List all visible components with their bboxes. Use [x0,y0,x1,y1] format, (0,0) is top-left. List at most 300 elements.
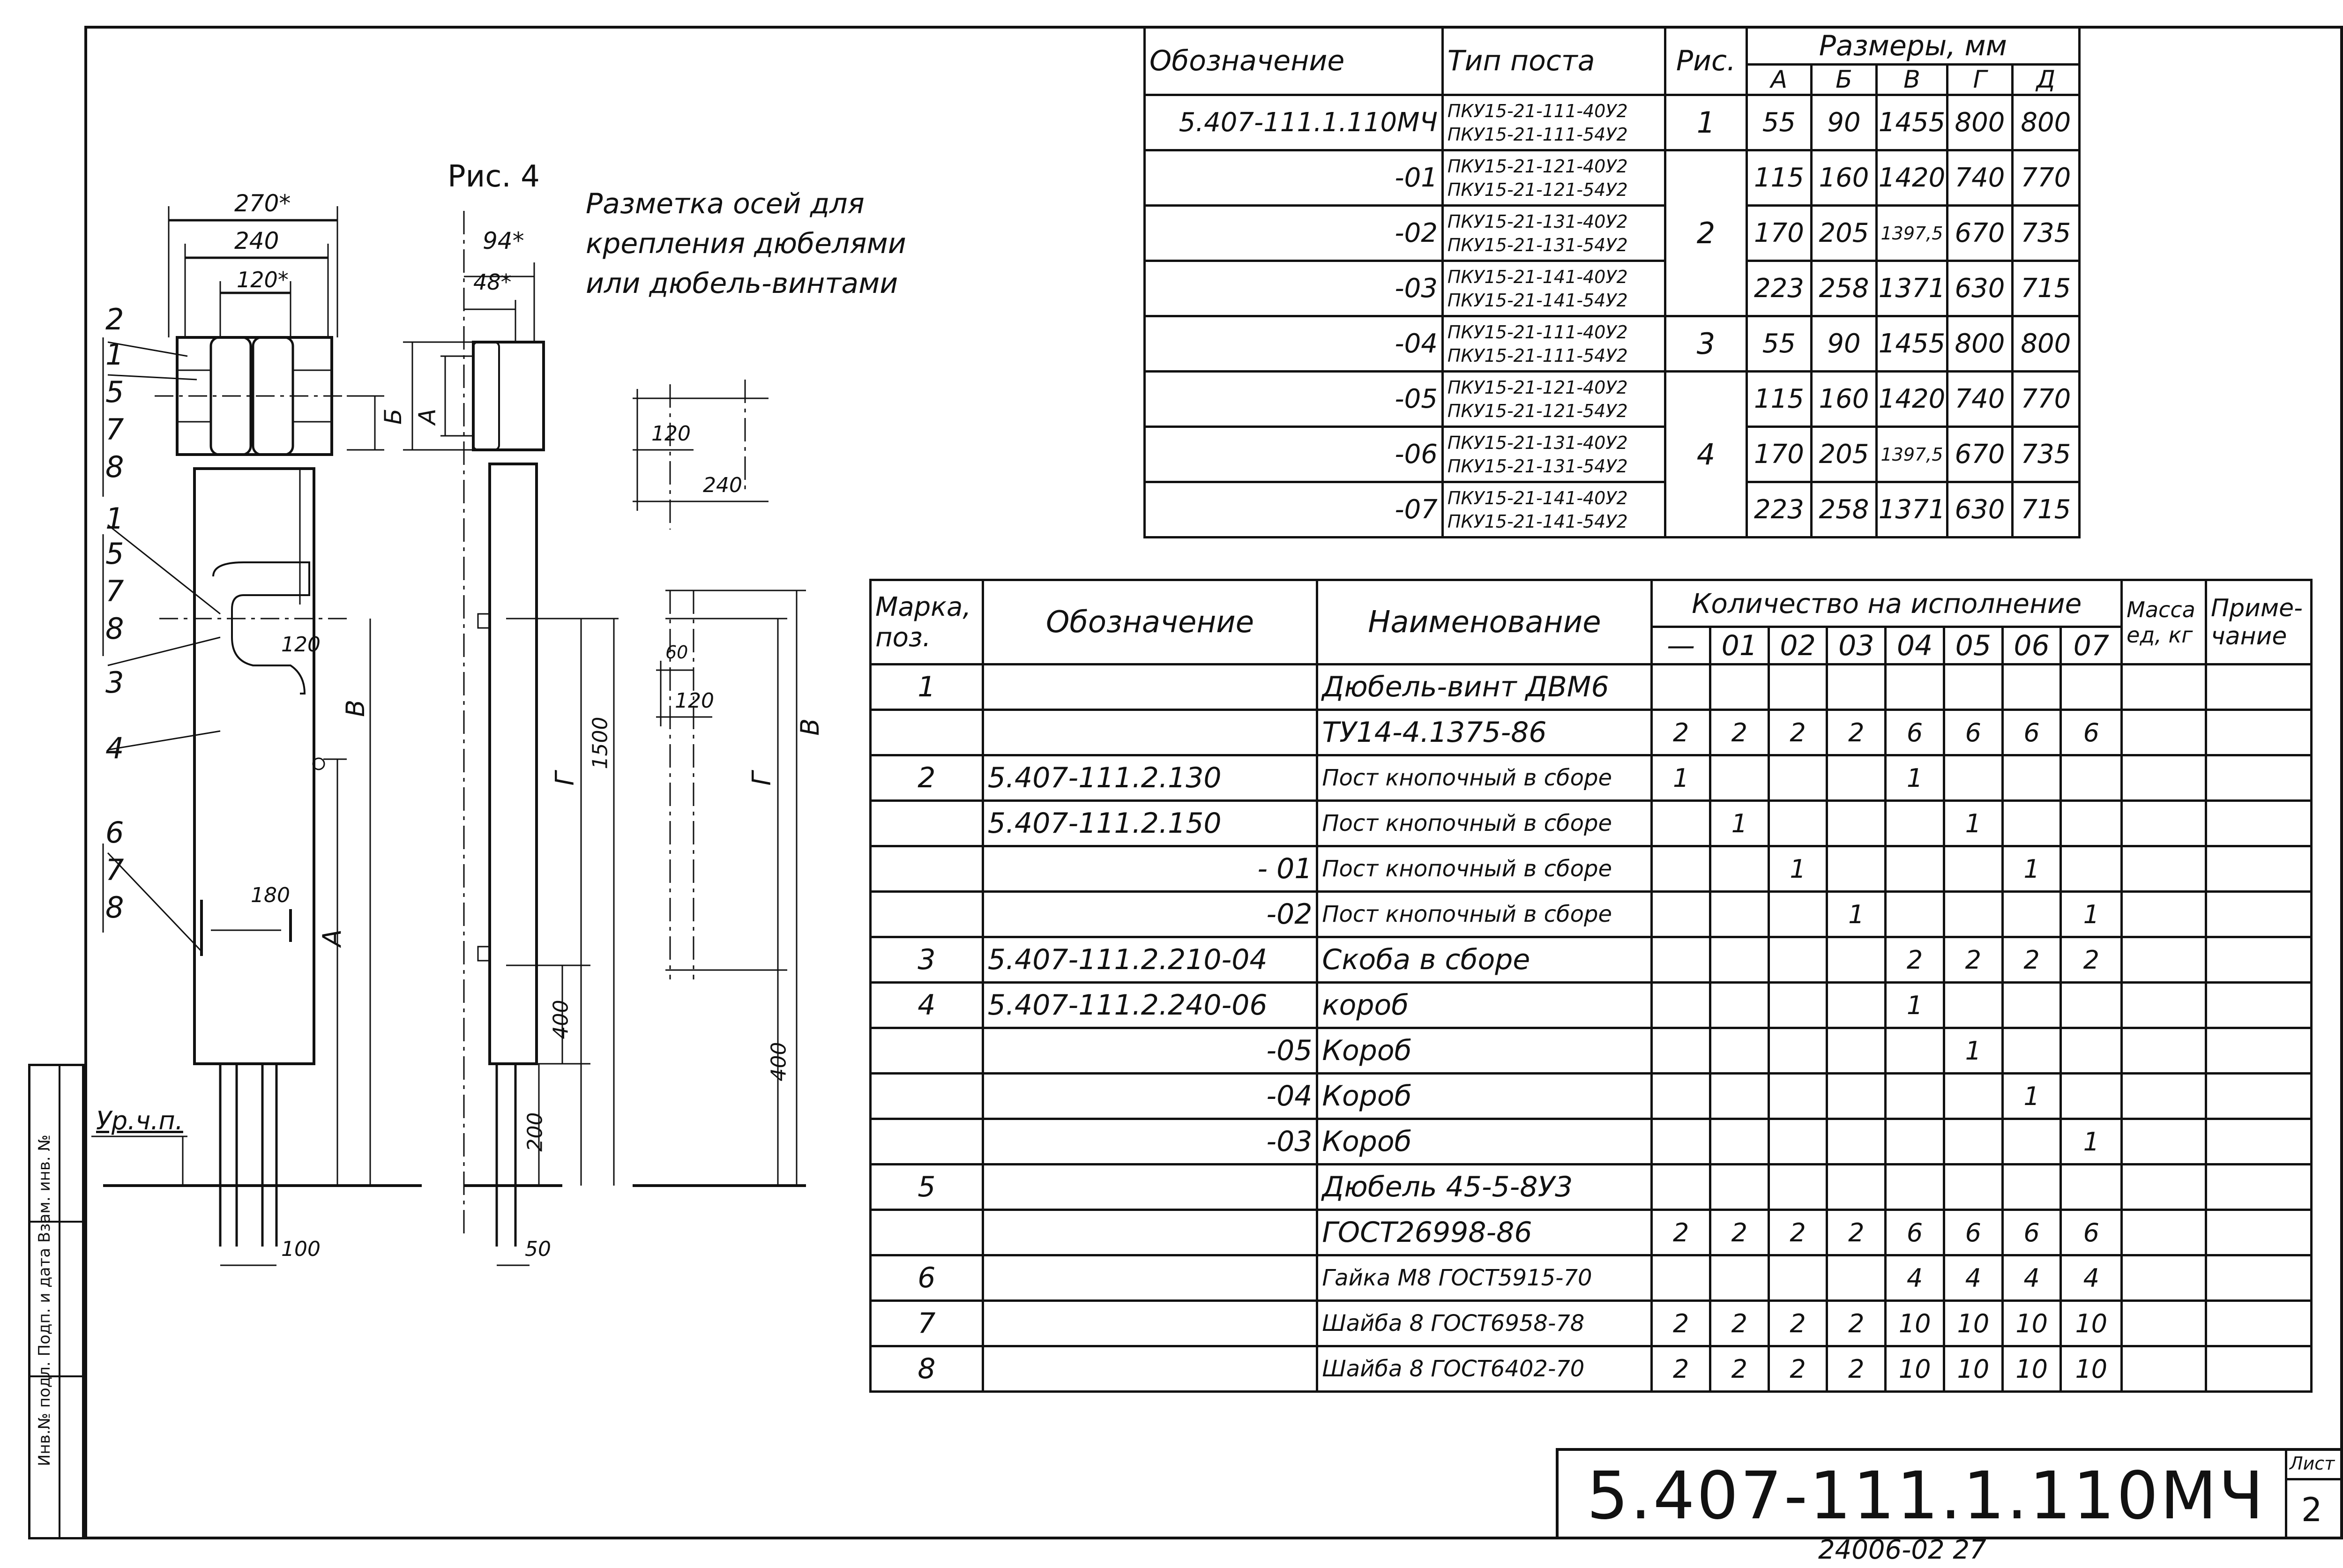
spec-cell-qty [1886,1074,1944,1119]
dim-axes-label-g: Г [746,771,776,786]
post-type-line: ПКУ15-21-111-54У2 [1447,124,1628,145]
spec-cell-qty [2061,983,2122,1028]
spec-cell-designation: -02 [983,892,1317,937]
spec-cell-qty: 2 [1768,1210,1827,1255]
spec-cell-qty: 2 [1827,1346,1886,1392]
spec-cell-mark [871,1119,983,1165]
spec-cell-qty [2002,665,2061,710]
pos-leader-5: 5 [105,375,124,409]
dim-180: 180 [251,883,290,907]
size-cell-value: 1455 [1876,95,1948,150]
pos-leader-4: 4 [105,731,124,765]
spec-cell-qty [1944,983,2002,1028]
size-cell-value: 223 [1746,482,1812,538]
spec-cell-mark [871,1028,983,1074]
spec-cell-qty: 1 [1827,892,1886,937]
spec-cell-qty [1710,665,1768,710]
spec-cell-mark [871,1210,983,1255]
spec-cell-qty [1652,983,1710,1028]
size-table-row [1145,372,2080,427]
spec-cell-qty [1886,1119,1944,1165]
spec-cell-mark: 6 [871,1255,983,1301]
spec-cell-qty [1827,1028,1886,1074]
spec-cell-note [2206,937,2312,983]
dim-label-g-side: Г [550,771,580,786]
spec-cell-qty: 2 [1827,710,1886,755]
spec-cell-designation: - 01 [983,846,1317,892]
size-cell-value: 55 [1746,95,1812,150]
size-cell-fig: 2 [1665,150,1746,316]
spec-cell-qty [1768,1028,1827,1074]
spec-cell-qty [1768,801,1827,846]
spec-cell-qty: 10 [1886,1346,1944,1392]
spec-cell-name: Пост кнопочный в сборе [1317,846,1652,892]
dim-label-a-top: А [414,408,441,425]
spec-table-row [871,1165,2312,1210]
spec-cell-note [2206,846,2312,892]
spec-cell-name: Скоба в сборе [1317,937,1652,983]
spec-cell-name: Шайба 8 ГОСТ6958-78 [1317,1301,1652,1346]
spec-cell-qty [1827,1119,1886,1165]
size-cell-value: 205 [1812,427,1877,482]
spec-cell-qty: 1 [2002,846,2061,892]
size-table-row [1145,427,2080,482]
spec-cell-name: Дюбель-винт ДВМ6 [1317,665,1652,710]
dim-axes-120b: 120 [675,689,714,713]
spec-cell-mark [871,1074,983,1119]
size-cell-designation: -05 [1145,372,1443,427]
spec-th-qty-col: 05 [1944,627,2002,665]
size-cell-value: 1420 [1876,372,1948,427]
size-cell-value: 1371 [1876,482,1948,538]
note-line-2: крепления дюбелями [586,227,906,260]
post-type-line: ПКУ15-21-121-54У2 [1447,179,1628,200]
size-cell-fig: 4 [1665,372,1746,538]
spec-cell-qty [1886,1165,1944,1210]
spec-cell-qty [2002,1119,2061,1165]
dim-label-v: В [341,699,371,717]
spec-cell-qty [1886,801,1944,846]
size-cell-value: 170 [1746,427,1812,482]
spec-cell-mass [2122,846,2206,892]
spec-table-row [871,1346,2312,1392]
size-cell-post-type [1442,95,1665,150]
note-line-3: или дюбель-винтами [586,267,898,300]
spec-cell-qty: 2 [1827,1301,1886,1346]
spec-cell-qty [1768,983,1827,1028]
spec-cell-name: Пост кнопочный в сборе [1317,801,1652,846]
size-cell-value: 770 [2012,372,2079,427]
spec-cell-note [2206,1028,2312,1074]
spec-cell-qty [2061,801,2122,846]
size-cell-designation: -06 [1145,427,1443,482]
spec-th-qty-col: — [1652,627,1710,665]
spec-cell-qty [1827,983,1886,1028]
spec-cell-qty: 4 [2061,1255,2122,1301]
post-type-line: ПКУ15-21-141-40У2 [1447,487,1628,508]
spec-table-row [871,755,2312,801]
spec-cell-qty [1710,1255,1768,1301]
pos-leader-5b: 5 [105,537,124,571]
size-cell-fig: 1 [1665,95,1746,150]
size-cell-value: 170 [1746,206,1812,261]
spec-cell-qty: 10 [2061,1346,2122,1392]
dim-axes-240: 240 [703,473,742,497]
size-cell-post-type [1442,261,1665,316]
spec-cell-qty: 2 [1710,1301,1768,1346]
spec-cell-qty [1710,755,1768,801]
dim-200: 200 [523,1112,547,1152]
spec-cell-qty [1886,665,1944,710]
spec-cell-qty [1944,1074,2002,1119]
size-th-col: Д [2012,65,2079,95]
size-cell-value: 670 [1948,206,2013,261]
size-cell-designation: -03 [1145,261,1443,316]
spec-cell-qty [2002,755,2061,801]
spec-cell-qty [1768,665,1827,710]
spec-cell-qty [1652,1255,1710,1301]
spec-cell-designation [983,1346,1317,1392]
spec-cell-qty [1827,801,1886,846]
spec-cell-qty: 1 [1944,801,2002,846]
dim-240: 240 [234,227,279,254]
spec-cell-qty: 1 [1768,846,1827,892]
spec-table-row [871,937,2312,983]
spec-cell-qty: 1 [1886,983,1944,1028]
spec-cell-name: Пост кнопочный в сборе [1317,755,1652,801]
side-stamp-text: Инв.№ подл. Подп. и дата Взам. инв. № [35,1135,54,1466]
post-type-line: ПКУ15-21-111-54У2 [1447,345,1628,366]
spec-cell-qty: 2 [1652,1346,1710,1392]
spec-cell-qty: 10 [1944,1346,2002,1392]
spec-cell-qty: 2 [1710,710,1768,755]
size-cell-post-type [1442,482,1665,538]
spec-cell-mass [2122,801,2206,846]
spec-cell-qty [2061,665,2122,710]
size-cell-designation: -07 [1145,482,1443,538]
spec-th-qty-col: 06 [2002,627,2061,665]
spec-cell-qty: 2 [1652,1301,1710,1346]
size-table-row [1145,95,2080,150]
dim-120-star: 120* [237,267,289,292]
spec-cell-name: ТУ14-4.1375-86 [1317,710,1652,755]
pos-leader-8b: 8 [105,612,124,646]
archive-number: 24006-02 27 [1818,1535,1986,1565]
spec-cell-qty: 1 [2061,1119,2122,1165]
spec-th-qty-col: 02 [1768,627,1827,665]
spec-table [869,579,2313,1393]
spec-cell-qty: 2 [1710,1346,1768,1392]
dim-label-a: А [317,929,347,947]
spec-table-row [871,983,2312,1028]
spec-cell-qty [2061,846,2122,892]
size-cell-post-type [1442,427,1665,482]
spec-cell-qty: 10 [1886,1301,1944,1346]
size-cell-value: 115 [1746,150,1812,206]
dim-270: 270* [234,190,291,217]
spec-cell-qty [2061,1165,2122,1210]
size-cell-value: 740 [1948,372,2013,427]
spec-table-row [871,846,2312,892]
spec-cell-qty [1710,846,1768,892]
spec-cell-qty [2002,1165,2061,1210]
size-cell-value: 115 [1746,372,1812,427]
size-cell-value: 800 [1948,95,2013,150]
spec-cell-designation: 5.407-111.2.130 [983,755,1317,801]
spec-th-qty: Количество на исполнение [1652,580,2122,627]
post-type-line: ПКУ15-21-131-54У2 [1447,234,1628,255]
pos-leader-3: 3 [105,665,124,700]
spec-cell-qty [1768,1119,1827,1165]
dim-120-front: 120 [281,633,321,657]
dim-label-b: Б [380,408,407,425]
spec-cell-mark: 2 [871,755,983,801]
spec-cell-qty [1768,1165,1827,1210]
size-cell-fig: 3 [1665,316,1746,372]
spec-cell-qty: 6 [1886,710,1944,755]
spec-cell-mass [2122,937,2206,983]
spec-cell-note [2206,1346,2312,1392]
spec-cell-mark: 5 [871,1165,983,1210]
size-cell-designation: -01 [1145,150,1443,206]
spec-cell-note [2206,755,2312,801]
spec-th-mass: Масса ед, кг [2122,580,2206,665]
spec-cell-qty [2061,755,2122,801]
size-cell-designation: 5.407-111.1.110МЧ [1145,95,1443,150]
spec-cell-note [2206,710,2312,755]
post-type-line: ПКУ15-21-141-54У2 [1447,290,1628,311]
spec-cell-mark: 1 [871,665,983,710]
size-table-row [1145,316,2080,372]
spec-cell-designation: -05 [983,1028,1317,1074]
spec-cell-designation: 5.407-111.2.210-04 [983,937,1317,983]
dim-axes-400: 400 [767,1042,791,1082]
post-type-line: ПКУ15-21-111-40У2 [1447,100,1628,121]
size-cell-value: 55 [1746,316,1812,372]
post-type-line: ПКУ15-21-111-40У2 [1447,321,1628,343]
size-cell-value: 160 [1812,372,1877,427]
size-th-col: Г [1948,65,2013,95]
size-th-post-type: Тип поста [1442,27,1665,95]
size-cell-value: 630 [1948,482,2013,538]
size-table [1143,26,2081,538]
pos-leader-2: 2 [105,302,124,336]
spec-cell-mark [871,846,983,892]
spec-cell-qty [1768,755,1827,801]
spec-cell-qty: 6 [2002,710,2061,755]
spec-cell-qty [1652,937,1710,983]
spec-cell-name: Дюбель 45-5-8У3 [1317,1165,1652,1210]
spec-cell-qty: 1 [1652,755,1710,801]
spec-cell-qty: 2 [1768,1346,1827,1392]
spec-cell-note [2206,665,2312,710]
spec-cell-qty [1827,1255,1886,1301]
spec-cell-qty [1886,846,1944,892]
spec-cell-qty: 6 [2002,1210,2061,1255]
spec-cell-mass [2122,1255,2206,1301]
spec-cell-qty [2002,983,2061,1028]
spec-cell-mass [2122,1165,2206,1210]
spec-cell-designation: 5.407-111.2.150 [983,801,1317,846]
spec-cell-qty: 1 [2061,892,2122,937]
size-cell-value: 715 [2012,261,2079,316]
size-cell-value: 800 [2012,95,2079,150]
size-cell-value: 735 [2012,427,2079,482]
pos-leader-1: 1 [105,337,124,372]
spec-cell-note [2206,1119,2312,1165]
post-type-line: ПКУ15-21-131-40У2 [1447,211,1628,232]
spec-cell-qty: 1 [1944,1028,2002,1074]
dim-1500: 1500 [588,717,612,769]
post-type-line: ПКУ15-21-121-40У2 [1447,377,1628,398]
post-type-line: ПКУ15-21-141-54У2 [1447,511,1628,532]
spec-table-row [871,1028,2312,1074]
spec-cell-mass [2122,1074,2206,1119]
pos-leader-8c: 8 [105,890,124,925]
spec-cell-designation: -04 [983,1074,1317,1119]
size-cell-value: 258 [1812,482,1877,538]
size-cell-value: 630 [1948,261,2013,316]
spec-cell-qty [1768,1255,1827,1301]
pos-leader-7c: 7 [105,853,124,887]
dim-100: 100 [281,1237,321,1261]
spec-cell-qty [1944,665,2002,710]
dim-400-side: 400 [549,1000,573,1039]
size-cell-post-type [1442,206,1665,261]
spec-cell-mass [2122,892,2206,937]
size-cell-value: 715 [2012,482,2079,538]
post-type-line: ПКУ15-21-121-40У2 [1447,156,1628,177]
spec-cell-note [2206,801,2312,846]
spec-cell-qty: 4 [1886,1255,1944,1301]
spec-cell-designation [983,665,1317,710]
spec-cell-qty [1710,1028,1768,1074]
spec-cell-qty [1652,1165,1710,1210]
post-type-line: ПКУ15-21-131-54У2 [1447,455,1628,477]
spec-cell-qty: 2 [1827,1210,1886,1255]
spec-cell-qty: 4 [1944,1255,2002,1301]
spec-cell-qty [1886,1028,1944,1074]
spec-cell-qty [2002,801,2061,846]
floor-label: Ур.ч.п. [96,1106,183,1135]
spec-cell-qty: 2 [2002,937,2061,983]
spec-cell-mark: 8 [871,1346,983,1392]
spec-cell-qty: 2 [1944,937,2002,983]
spec-th-name: Наименование [1317,580,1652,665]
size-th-col: Б [1812,65,1877,95]
size-cell-designation: -04 [1145,316,1443,372]
spec-table-row [871,892,2312,937]
size-cell-value: 1420 [1876,150,1948,206]
post-type-line: ПКУ15-21-121-54У2 [1447,400,1628,421]
spec-cell-note [2206,1074,2312,1119]
size-cell-value: 800 [1948,316,2013,372]
spec-cell-qty: 10 [2002,1346,2061,1392]
size-table-row [1145,261,2080,316]
spec-cell-qty [1944,755,2002,801]
size-table-row [1145,150,2080,206]
spec-cell-mark: 4 [871,983,983,1028]
dim-50: 50 [525,1237,551,1261]
spec-cell-qty: 2 [1652,1210,1710,1255]
spec-cell-note [2206,1255,2312,1301]
spec-cell-name: Пост кнопочный в сборе [1317,892,1652,937]
size-cell-post-type [1442,150,1665,206]
spec-cell-mass [2122,1346,2206,1392]
spec-cell-qty [1652,1119,1710,1165]
size-th-designation: Обозначение [1145,27,1443,95]
spec-cell-qty [1827,846,1886,892]
spec-cell-mass [2122,665,2206,710]
spec-cell-designation: -03 [983,1119,1317,1165]
spec-th-qty-col: 03 [1827,627,1886,665]
spec-cell-qty [1944,1165,2002,1210]
spec-cell-qty [2061,1028,2122,1074]
size-cell-value: 90 [1812,316,1877,372]
size-cell-value: 770 [2012,150,2079,206]
post-type-line: ПКУ15-21-131-40У2 [1447,432,1628,453]
size-cell-value: 160 [1812,150,1877,206]
spec-cell-qty [1768,892,1827,937]
spec-cell-mark [871,710,983,755]
size-cell-value: 205 [1812,206,1877,261]
spec-cell-qty: 2 [1710,1210,1768,1255]
spec-cell-qty [1652,801,1710,846]
spec-cell-name: Короб [1317,1074,1652,1119]
size-cell-value: 1397,5 [1876,206,1948,261]
spec-cell-mass [2122,710,2206,755]
spec-cell-mass [2122,1028,2206,1074]
pos-leader-8: 8 [105,450,124,484]
spec-cell-qty [1944,846,2002,892]
spec-cell-name: Гайка М8 ГОСТ5915-70 [1317,1255,1652,1301]
spec-cell-qty [1827,665,1886,710]
size-cell-value: 1371 [1876,261,1948,316]
spec-cell-mass [2122,1119,2206,1165]
spec-cell-designation [983,1255,1317,1301]
spec-cell-qty: 1 [2002,1074,2061,1119]
spec-cell-qty: 6 [2061,710,2122,755]
note-line-1: Разметка осей для [586,187,865,220]
spec-cell-qty [2002,892,2061,937]
spec-cell-qty [1827,755,1886,801]
spec-cell-qty: 4 [2002,1255,2061,1301]
spec-cell-qty: 10 [2002,1301,2061,1346]
spec-th-qty-col: 04 [1886,627,1944,665]
spec-table-row [871,710,2312,755]
spec-cell-designation [983,1165,1317,1210]
spec-cell-qty: 6 [1944,1210,2002,1255]
spec-table-row [871,1119,2312,1165]
dim-axes-120: 120 [651,422,691,446]
dim-94: 94* [483,227,524,254]
spec-cell-qty [1710,1165,1768,1210]
spec-th-designation: Обозначение [983,580,1317,665]
spec-cell-qty [1652,665,1710,710]
pos-leader-7b: 7 [105,574,124,608]
spec-cell-qty: 6 [1944,710,2002,755]
spec-cell-qty [1652,1028,1710,1074]
size-table-row [1145,482,2080,538]
spec-cell-qty [1710,937,1768,983]
spec-cell-name: Короб [1317,1028,1652,1074]
spec-cell-designation [983,1210,1317,1255]
spec-cell-designation: 5.407-111.2.240-06 [983,983,1317,1028]
size-cell-value: 223 [1746,261,1812,316]
spec-cell-name: короб [1317,983,1652,1028]
spec-cell-qty [1652,1074,1710,1119]
document-code: 5.407-111.1.110МЧ [1587,1458,2266,1534]
